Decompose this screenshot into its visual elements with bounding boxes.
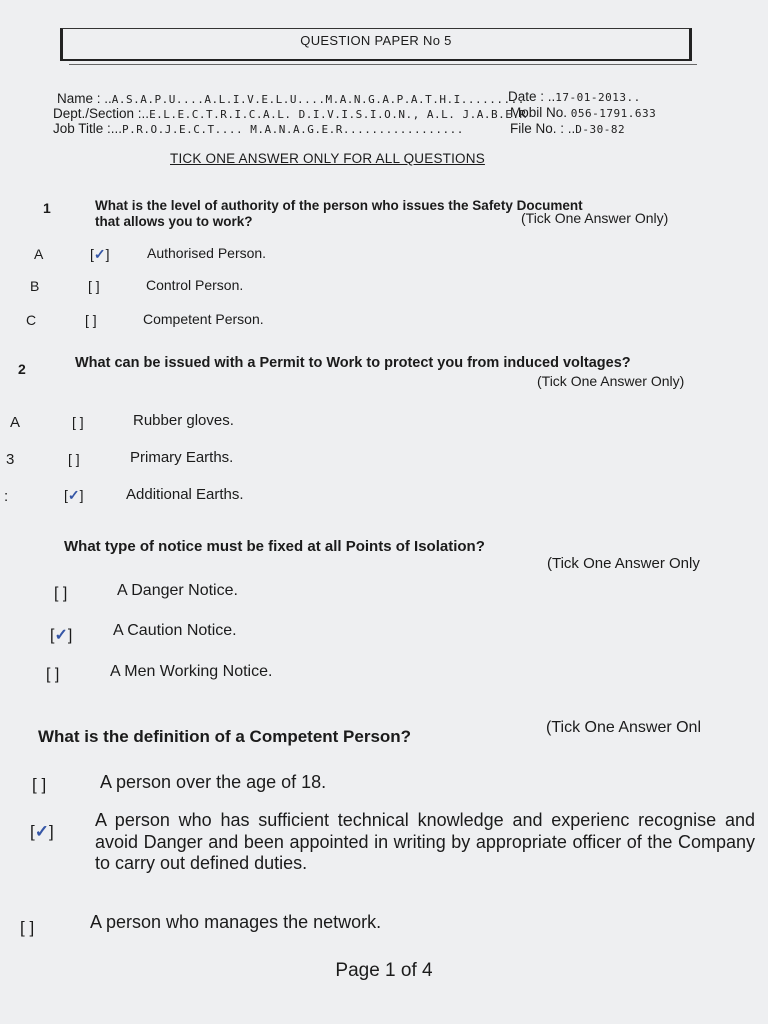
- answer-checkbox[interactable]: [ ]: [85, 312, 97, 328]
- option-text: A Caution Notice.: [113, 622, 237, 639]
- option-text: A Danger Notice.: [117, 582, 238, 599]
- page-number: Page 1 of 4: [335, 960, 433, 981]
- answer-checkbox[interactable]: [ ]: [32, 775, 47, 794]
- answer-checkbox[interactable]: [✓]: [50, 627, 73, 644]
- dept-label: Dept./Section :..: [53, 106, 150, 121]
- tick-note: (Tick One Answer Only): [521, 210, 669, 226]
- instruction: TICK ONE ANSWER ONLY FOR ALL QUESTIONS: [170, 151, 485, 166]
- dept-value: E.L.E.C.T.R.I.C.A.L. D.I.V.I.S.I.O.N., A.L. J.A.B.E.R: [149, 108, 527, 121]
- tick-note: (Tick One Answer Only): [537, 373, 685, 389]
- option-letter: C: [26, 312, 37, 328]
- answer-checkbox[interactable]: [✓]: [30, 822, 54, 841]
- option-letter: A: [10, 414, 21, 431]
- question-text: What is the level of authority of the person who issues the Safety Document that allows you to work?: [95, 198, 583, 229]
- option-text: A person who manages the network.: [90, 912, 382, 932]
- answer-checkbox[interactable]: [✓]: [64, 487, 84, 503]
- option-text: Primary Earths.: [130, 449, 234, 466]
- answer-checkbox[interactable]: [ ]: [68, 451, 80, 467]
- date-label: Date : ..: [508, 89, 556, 104]
- answer-checkbox[interactable]: [ ]: [54, 585, 68, 602]
- answer-checkbox[interactable]: [ ]: [20, 918, 35, 937]
- option-letter: :: [4, 488, 9, 505]
- answer-checkbox[interactable]: [ ]: [88, 278, 100, 294]
- file-label: File No. : ..: [510, 121, 576, 136]
- option-text: Competent Person.: [143, 311, 264, 327]
- name-label: Name : ..: [57, 91, 112, 106]
- question-text: What type of notice must be fixed at all Points of Isolation?: [64, 538, 485, 555]
- dept-field: [53, 106, 527, 121]
- option-text: Authorised Person.: [147, 245, 267, 261]
- name-field: [57, 91, 525, 106]
- job-value: P.R.O.J.E.C.T.... M.A.N.A.G.E.R.................: [122, 123, 464, 136]
- tick-note: (Tick One Answer Only: [547, 555, 700, 572]
- tick-note: (Tick One Answer Onl: [546, 719, 702, 736]
- answer-checkbox[interactable]: [ ]: [46, 666, 60, 683]
- question-number: 2: [18, 361, 26, 377]
- option-text: A Men Working Notice.: [110, 663, 273, 680]
- question-text: What can be issued with a Permit to Work to protect you from induced voltages?: [75, 355, 631, 371]
- option-text: A person who has sufficient technical knowledge and experienc recognise and avoid Danger and been appointed in writing by appropriate officer of the Company to carry out defined duties.: [95, 810, 755, 874]
- date-value: 17-01-2013..: [555, 91, 641, 104]
- name-value: A.S.A.P.U....A.L.I.V.E.L.U....M.A.N.G.A.P.A.T.H.I.........: [111, 93, 525, 106]
- title-box: [60, 28, 692, 61]
- question-number: 1: [43, 200, 51, 216]
- job-label: Job Title :...: [53, 121, 123, 136]
- answer-checkbox[interactable]: [✓]: [90, 246, 110, 262]
- option-letter: 3: [6, 451, 15, 468]
- option-text: Rubber gloves.: [133, 412, 234, 429]
- job-field: [53, 121, 464, 136]
- option-letter: A: [34, 246, 44, 262]
- file-value: D-30-82: [575, 123, 626, 136]
- option-text: Control Person.: [146, 277, 244, 293]
- mobile-field: [510, 105, 656, 120]
- question-text: What is the definition of a Competent Person?: [38, 727, 412, 746]
- option-text: Additional Earths.: [126, 486, 244, 503]
- file-field: [510, 121, 625, 136]
- mobile-value: 056-1791.633: [570, 107, 657, 120]
- option-text: A person over the age of 18.: [100, 772, 327, 792]
- answer-checkbox[interactable]: [ ]: [72, 414, 84, 430]
- date-field: [508, 89, 641, 104]
- option-letter: B: [30, 278, 40, 294]
- mobile-label: Mobil No.: [510, 105, 571, 120]
- paper-title: QUESTION PAPER No 5: [300, 33, 452, 48]
